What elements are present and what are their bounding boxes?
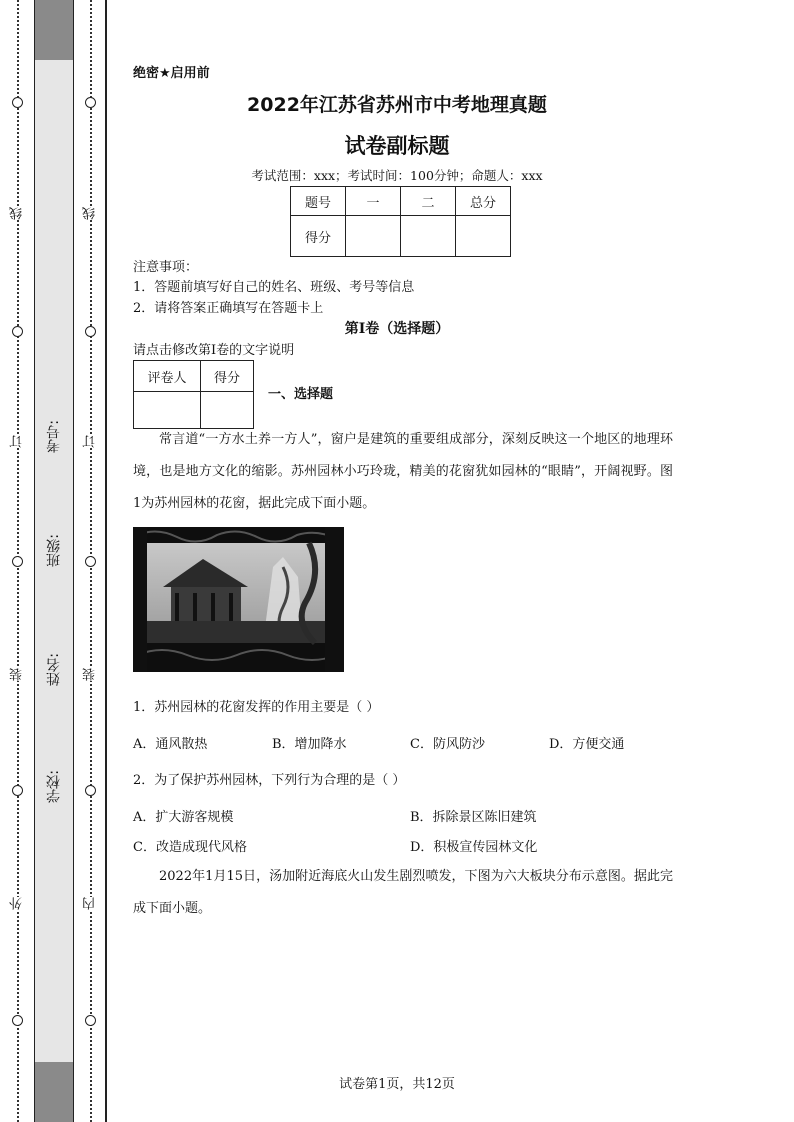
inner-ring-1 — [85, 97, 96, 108]
part1-instruction: 请点击修改第I卷的文字说明 — [133, 343, 295, 358]
question-1-option-b[interactable]: B．增加降水 — [272, 737, 347, 752]
inner-ring-5 — [85, 1015, 96, 1026]
score-header-part1: 一 — [346, 187, 401, 216]
page-subtitle: 试卷副标题 — [344, 134, 450, 158]
score-header-item: 题号 — [291, 187, 346, 216]
inner-label-ding: 订 — [81, 435, 101, 448]
question-2-option-a[interactable]: A．扩大游客规模 — [133, 810, 234, 825]
page-divider — [105, 0, 107, 1122]
score-table — [290, 186, 511, 257]
field-school: 学校: — [46, 770, 62, 803]
question-2-option-c[interactable]: C．改造成现代风格 — [133, 840, 247, 855]
score-header-part2: 二 — [401, 187, 456, 216]
secret-label: 绝密★启用前 — [133, 66, 210, 81]
inner-ring-4 — [85, 785, 96, 796]
notes-heading: 注意事项： — [133, 260, 199, 275]
strip-block-top — [35, 0, 73, 60]
passage-2: 2022年1月15日，汤加附近海底火山发生剧烈喷发，下图为六大板块分布示意图。据此完成下面小题。 — [133, 869, 673, 916]
outer-label-wai: 外 — [8, 897, 28, 910]
field-class: 班级: — [46, 534, 62, 567]
grader-header-score: 得分 — [201, 361, 254, 392]
notes-item-2: 2．请将答案正确填写在答题卡上 — [133, 301, 324, 316]
inner-label-zhuang: 装 — [81, 668, 101, 681]
question-2-stem: 2．为了保护苏州园林，下列行为合理的是（ ） — [133, 773, 406, 788]
score-cell — [346, 216, 401, 257]
field-exam-number: 考号: — [46, 420, 62, 453]
field-name: 姓名: — [46, 653, 62, 686]
score-header-total: 总分 — [456, 187, 511, 216]
question-2-option-d[interactable]: D．积极宣传园林文化 — [410, 840, 538, 855]
passage-1: 常言道“一方水土养一方人”，窗户是建筑的重要组成部分，深刻反映这一个地区的地理环境，也是地方文化的缩影。苏州园林小巧玲珑，精美的花窗犹如园林的“眼睛”，开阔视野。图1为苏州园林的花窗，据此完成下面小题。 — [133, 432, 673, 511]
question-1-option-a[interactable]: A．通风散热 — [133, 737, 208, 752]
inner-ring-2 — [85, 326, 96, 337]
inner-label-nei: 内 — [81, 897, 101, 910]
inner-ring-3 — [85, 556, 96, 567]
notes-item-1: 1．答题前填写好自己的姓名、班级、考号等信息 — [133, 280, 415, 295]
outer-ring-3 — [12, 556, 23, 567]
question-1-option-c[interactable]: C．防风防沙 — [410, 737, 485, 752]
outer-label-xian: 线 — [8, 207, 28, 220]
question-1-stem: 1．苏州园林的花窗发挥的作用主要是（ ） — [133, 700, 380, 715]
outer-label-ding: 订 — [8, 435, 28, 448]
outer-ring-4 — [12, 785, 23, 796]
score-cell — [456, 216, 511, 257]
page-title: 2022年江苏省苏州市中考地理真题 — [247, 94, 547, 116]
score-row-label: 得分 — [291, 216, 346, 257]
part1-title: 第I卷（选择题） — [344, 321, 450, 337]
page-footer: 试卷第1页，共12页 — [339, 1077, 455, 1092]
outer-label-zhuang: 装 — [8, 668, 28, 681]
section-title-choice: 一、选择题 — [268, 387, 334, 402]
garden-window-photo — [133, 527, 344, 672]
question-1-option-d[interactable]: D．方便交通 — [549, 737, 625, 752]
strip-block-bottom — [35, 1062, 73, 1122]
grader-cell — [134, 392, 201, 429]
grader-table — [133, 360, 254, 429]
grader-header-reviewer: 评卷人 — [134, 361, 201, 392]
outer-ring-1 — [12, 97, 23, 108]
grader-cell — [201, 392, 254, 429]
outer-ring-5 — [12, 1015, 23, 1026]
question-2-option-b[interactable]: B．拆除景区陈旧建筑 — [410, 810, 537, 825]
inner-label-xian: 线 — [81, 207, 101, 220]
score-cell — [401, 216, 456, 257]
exam-info: 考试范围：xxx；考试时间：100分钟；命题人：xxx — [251, 168, 543, 183]
outer-ring-2 — [12, 326, 23, 337]
